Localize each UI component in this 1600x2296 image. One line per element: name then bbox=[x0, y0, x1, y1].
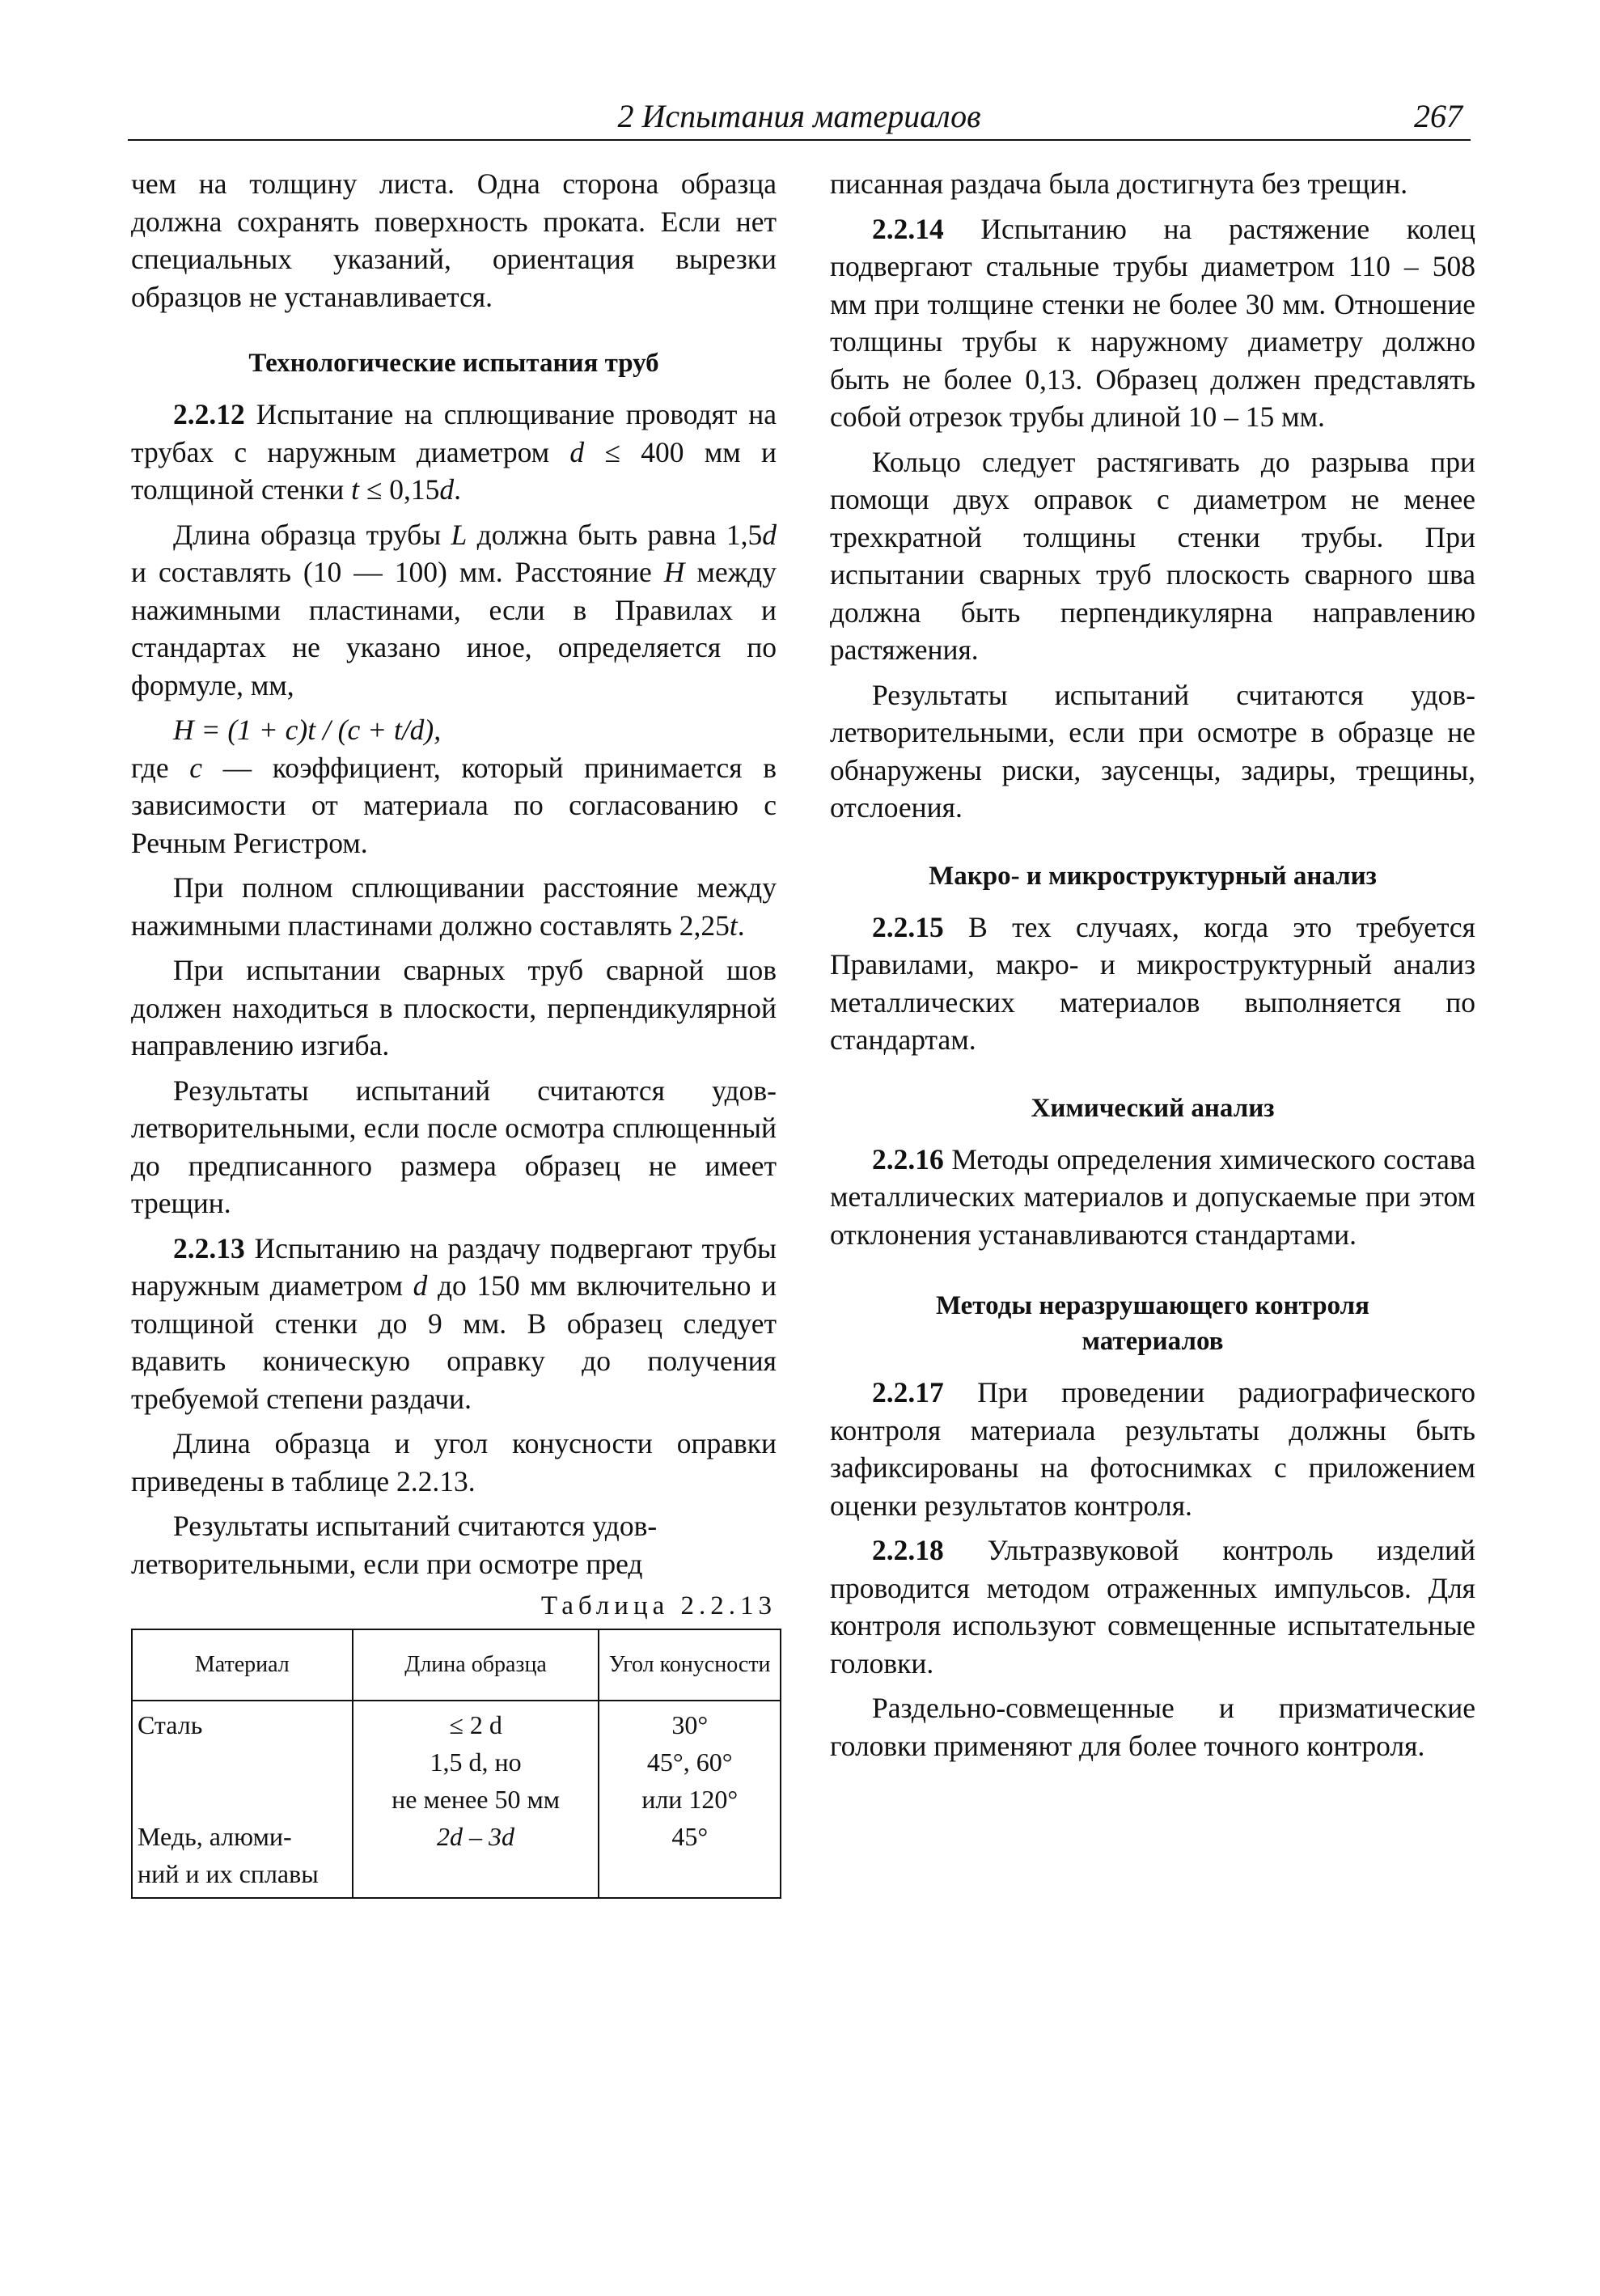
table-row: Медь, алюми- 2d – 3d 45° bbox=[132, 1818, 781, 1855]
paragraph-continuation: писанная раздача была достигнута без трещин. bbox=[830, 167, 1408, 200]
paragraph-2-2-16: 2.2.16 Методы определения химического состава металлических материалов и допускаемые при этом отклонения устанавливаются стандартами. bbox=[830, 1142, 1475, 1251]
section-heading-ndt-line2: материалов bbox=[1081, 1327, 1224, 1356]
table-header-row bbox=[132, 1629, 781, 1701]
right-column bbox=[830, 165, 1475, 1772]
paragraph-prismatic-heads: Раздельно-совмещенные и призматические головки применяют для более точного контроля. bbox=[830, 1692, 1475, 1762]
clause-number: 2.2.12 bbox=[173, 398, 245, 430]
paragraph-ring-stretching: Кольцо следует растягивать до разрыва при помощи двух оправок с диаметром не менее трехкратной толщины стенки трубы. При испытании сварных труб плоскость сварного шва должна быть перпендикулярна направлению растяжения. bbox=[830, 445, 1475, 666]
left-column bbox=[131, 165, 777, 1899]
paragraph-coefficient: где c — коэффициент, который принимается в зависимости от материала по согласованию с Речным Регистром. bbox=[131, 751, 777, 859]
column-header-length: Длина образца bbox=[353, 1629, 599, 1701]
section-heading-pipe-tests: Технологические испытания труб bbox=[248, 349, 659, 378]
clause-number: 2.2.17 bbox=[872, 1376, 944, 1409]
paragraph-results-flattening: Результаты испытаний считаются удовлетворительными, если после осмотра сплющенный до предписанного размера образец не имеет трещин. bbox=[131, 1074, 777, 1219]
clause-number: 2.2.16 bbox=[872, 1142, 944, 1176]
paragraph-2-2-12: 2.2.12 Испытание на сплющивание проводят на трубах с наружным диаметром d ≤ 400 мм и толщиной стенки t ≤ 0,15d. bbox=[131, 398, 777, 506]
clause-number: 2.2.13 bbox=[173, 1231, 245, 1264]
clause-number: 2.2.14 bbox=[872, 212, 944, 245]
paragraph-specimen-length: Длина образца трубы L должна быть равна 1,5d и составлять (10 — 100) мм. Расстояние H между нажимными пластинами, если в Правилах и стандартах не указано иное, определяется по формуле, мм, bbox=[131, 518, 777, 701]
clause-number: 2.2.15 bbox=[872, 910, 944, 943]
running-header bbox=[128, 95, 1471, 141]
clause-number: 2.2.18 bbox=[872, 1534, 944, 1566]
paragraph-2-2-15: 2.2.15 В тех случаях, когда это требуется Правилами, макро- и микроструктурный анализ металлических материалов выполняется по стандартам. bbox=[830, 910, 1475, 1056]
running-title: 2 Испытания материалов bbox=[617, 98, 981, 134]
paragraph-full-flattening: При полном сплющивании расстояние между нажимными пластинами должно составлять 2,25t. bbox=[131, 871, 777, 942]
column-header-angle: Угол конусности bbox=[599, 1629, 781, 1701]
paragraph-continuation: чем на толщину листа. Одна сторона образца должна сохранять поверхность проката. Если нет специальных указаний, ориентация вырезки образцов не устанавливается. bbox=[131, 167, 777, 313]
table-caption: Таблица 2.2.13 bbox=[540, 1591, 777, 1620]
page-number: 267 bbox=[1414, 98, 1462, 134]
paragraph-results-rings: Результаты испытаний считаются удовлетворительными, если при осмотре в образце не обнаружены риски, заусенцы, задиры, трещины, отслоения. bbox=[830, 678, 1475, 824]
section-heading-macro-analysis: Макро- и микроструктурный анализ bbox=[929, 861, 1377, 891]
paragraph-results-expansion: Результаты испытаний считаются удовлетворительными, если при осмотре пред bbox=[131, 1510, 658, 1580]
paragraph-2-2-18: 2.2.18 Ультразвуковой контроль изделий проводится методом отраженных импульсов. Для контроля используют совмещенные испытательные головки. bbox=[830, 1534, 1475, 1680]
formula: H = (1 + c)t / (c + t/d), bbox=[173, 714, 442, 746]
section-heading-chemical-analysis: Химический анализ bbox=[1031, 1093, 1275, 1123]
paragraph-2-2-14: 2.2.14 Испытанию на растяжение колец подвергают стальные трубы диаметром 110 – 508 мм при толщине стенки не более 30 мм. Отношение толщины трубы к наружному диаметру должно быть не более 0,13. Образец должен представлять собой отрезок трубы длиной 10 – 15 мм. bbox=[830, 212, 1475, 433]
table-2-2-13 bbox=[131, 1629, 781, 1899]
paragraph-welded-pipes: При испытании сварных труб сварной шов должен находиться в плоскости, перпендикулярной направлению изгиба. bbox=[131, 954, 777, 1061]
paragraph-table-reference: Длина образца и угол конусности оправки приведены в таблице 2.2.13. bbox=[131, 1427, 777, 1497]
table-row: 1,5 d, но 45°, 60° bbox=[132, 1743, 781, 1781]
table-row: Сталь ≤ 2 d 30° bbox=[132, 1701, 781, 1743]
section-heading-ndt: Методы неразрушающего контроля bbox=[935, 1291, 1370, 1320]
column-header-material: Материал bbox=[132, 1629, 353, 1701]
paragraph-2-2-17: 2.2.17 При проведении радиографического контроля материала результаты должны быть зафиксированы на фотоснимках с приложением оценки результатов контроля. bbox=[830, 1376, 1475, 1522]
table-row: ний и их сплавы bbox=[132, 1855, 781, 1898]
table-row: не менее 50 мм или 120° bbox=[132, 1781, 781, 1818]
paragraph-2-2-13: 2.2.13 Испытанию на раздачу подвергают трубы наружным диаметром d до 150 мм включительно и толщиной стенки до 9 мм. В образец следует вдавить коническую оправку до получения требуемой степени раздачи. bbox=[131, 1231, 777, 1415]
